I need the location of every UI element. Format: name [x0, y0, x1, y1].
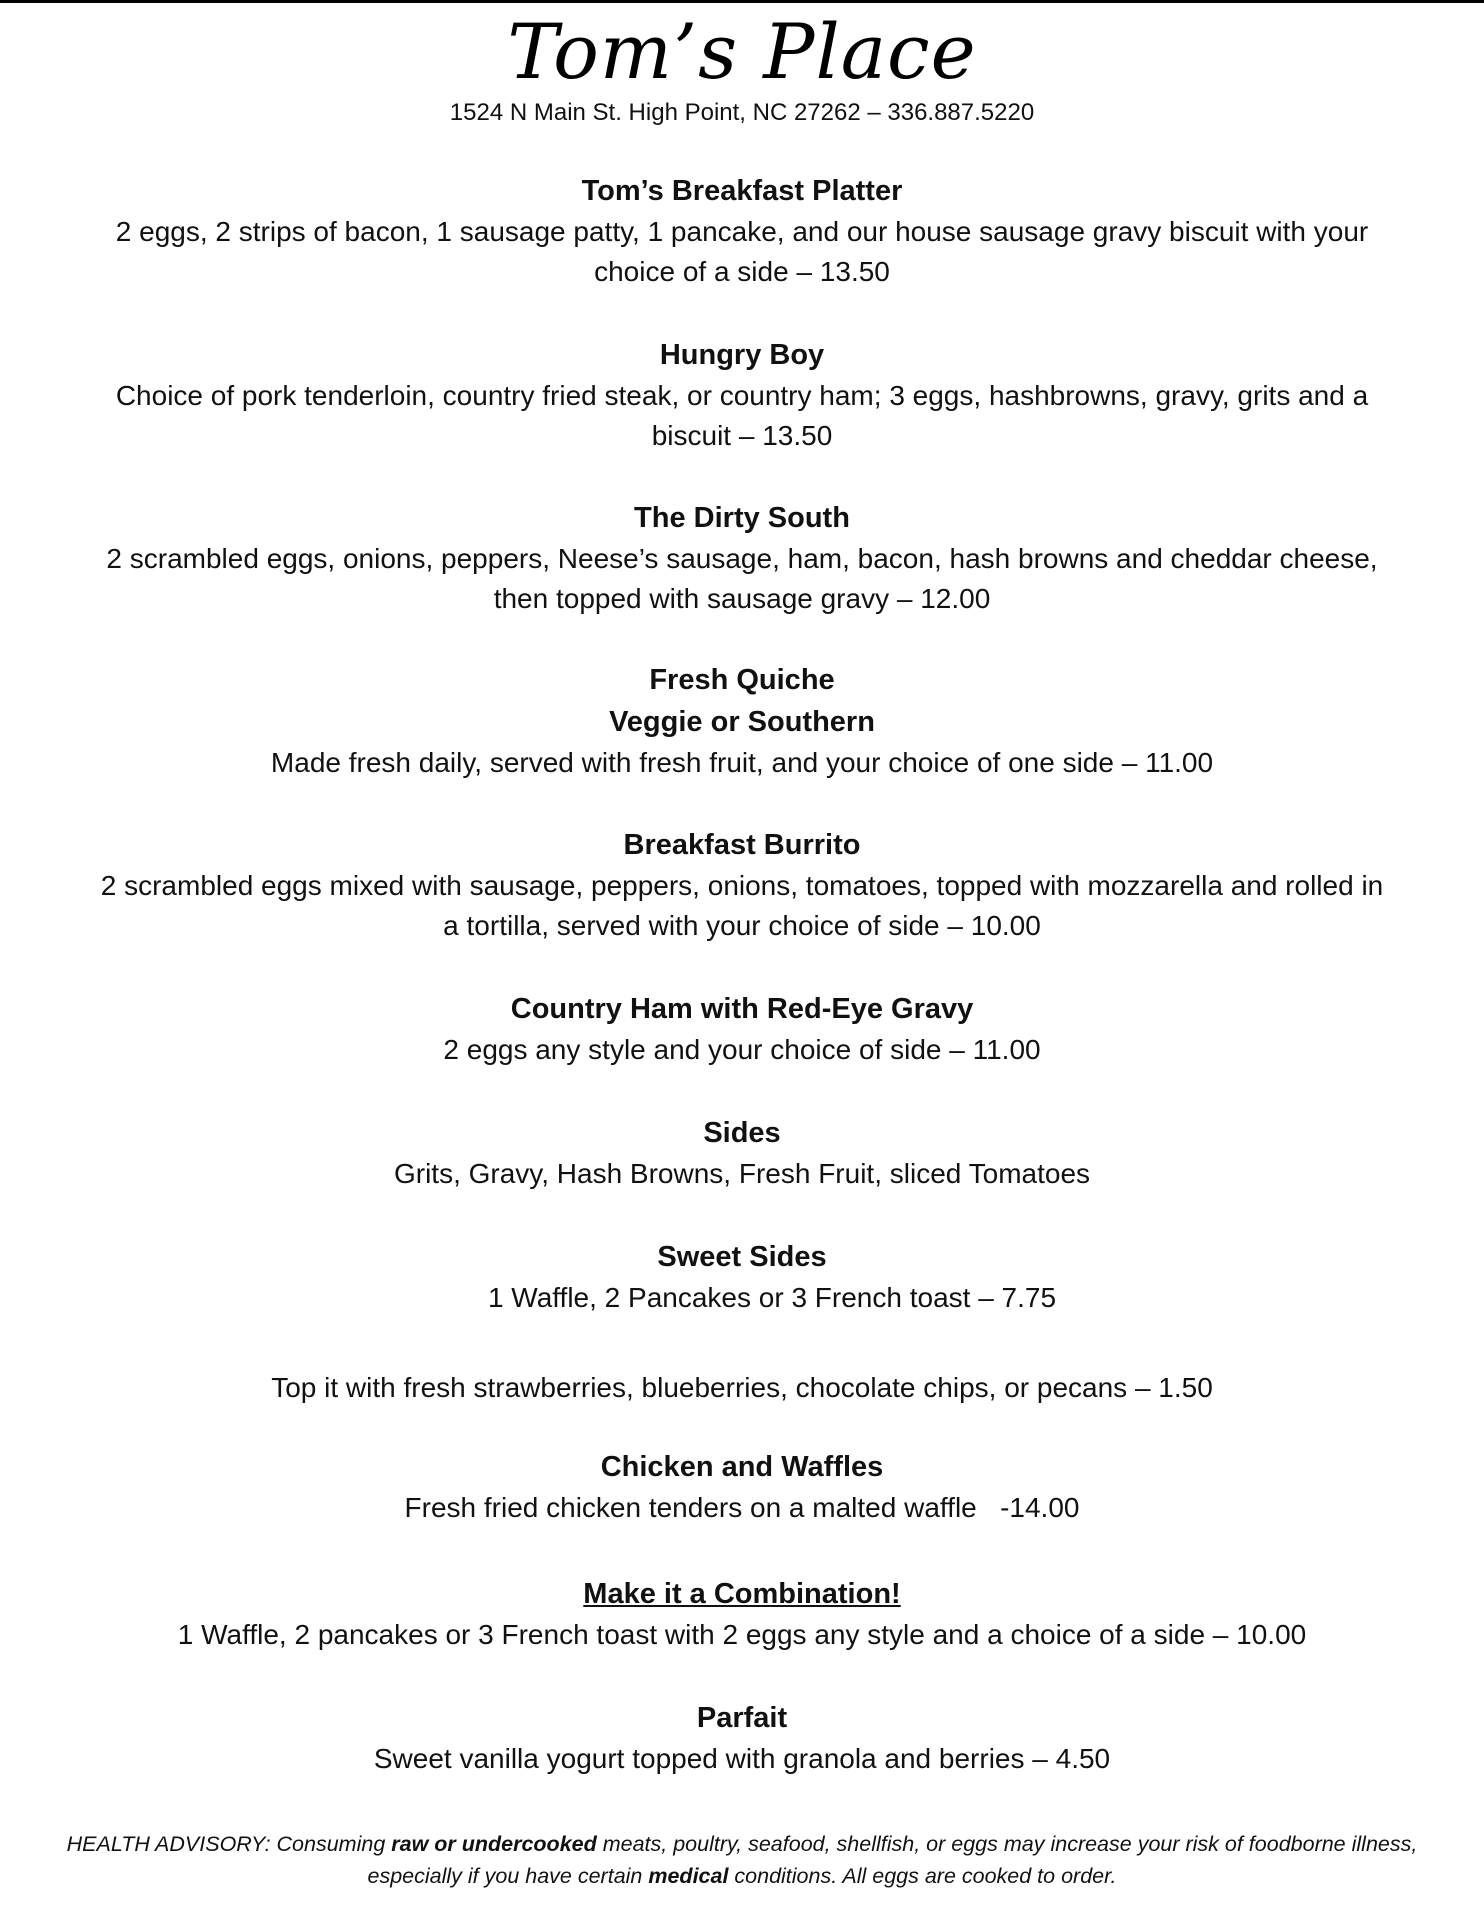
item-description: 2 scrambled eggs, onions, peppers, Neese’s sausage, ham, bacon, hash browns and cheddar cheese, then topped with sausage gravy – 12.00: [106, 543, 1378, 614]
restaurant-title: Tom’s Place: [507, 7, 977, 96]
sweet-sides-topping: [90, 1368, 1394, 1408]
item-name: Parfait: [696, 1702, 788, 1734]
item-description: 1 Waffle, 2 Pancakes or 3 French toast – 7.75: [487, 1282, 1057, 1313]
item-description: Choice of pork tenderloin, country fried steak, or country ham; 3 eggs, hashbrowns, gravy, grits and a biscuit – 13.50: [115, 380, 1369, 451]
menu-item-parfait: [90, 1697, 1394, 1779]
menu-item-hungry-boy: [90, 334, 1394, 456]
item-name: Sweet Sides: [657, 1241, 827, 1273]
item-name: Sides: [703, 1117, 781, 1149]
topping-description: Top it with fresh strawberries, blueberries, chocolate chips, or pecans – 1.50: [271, 1372, 1213, 1403]
menu-item-breakfast-burrito: [90, 824, 1394, 946]
advisory-text: meats, poultry, seafood, shellfish, or eggs may increase your risk of foodborne illness, especially if you have certain: [367, 1832, 1418, 1888]
item-subtitle: Veggie or Southern: [609, 706, 875, 738]
menu-item-chicken-waffles: [90, 1446, 1394, 1528]
top-border-rule: [0, 0, 1484, 3]
advisory-emphasis: medical: [648, 1864, 729, 1888]
menu-item-breakfast-platter: [90, 170, 1394, 292]
health-advisory: [30, 1828, 1454, 1892]
item-name: Tom’s Breakfast Platter: [581, 175, 903, 207]
item-name: Make it a Combination!: [583, 1578, 901, 1610]
item-description: Grits, Gravy, Hash Browns, Fresh Fruit, sliced Tomatoes: [393, 1158, 1091, 1189]
item-description: Made fresh daily, served with fresh fruit, and your choice of one side – 11.00: [270, 747, 1214, 778]
menu-item-combination: [90, 1573, 1394, 1655]
item-name: Fresh Quiche: [649, 664, 835, 696]
item-name: Chicken and Waffles: [600, 1451, 884, 1483]
advisory-text: conditions. All eggs are cooked to order.: [728, 1864, 1117, 1888]
item-name: Country Ham with Red-Eye Gravy: [510, 993, 974, 1025]
menu-item-country-ham: [90, 988, 1394, 1070]
item-description: 2 eggs any style and your choice of side – 11.00: [443, 1034, 1041, 1065]
item-description: Fresh fried chicken tenders on a malted waffle -14.00: [404, 1492, 1080, 1523]
item-description: 2 scrambled eggs mixed with sausage, peppers, onions, tomatoes, topped with mozzarella and rolled in a tortilla, served with your choice of side – 10.00: [100, 870, 1384, 941]
item-description: Sweet vanilla yogurt topped with granola and berries – 4.50: [373, 1743, 1111, 1774]
item-name: Hungry Boy: [659, 339, 825, 371]
item-name: The Dirty South: [634, 502, 850, 534]
item-description: 1 Waffle, 2 pancakes or 3 French toast with 2 eggs any style and a choice of a side – 10.00: [177, 1619, 1307, 1650]
item-name: Breakfast Burrito: [623, 829, 861, 861]
menu-item-dirty-south: [90, 497, 1394, 619]
menu-item-fresh-quiche: [90, 659, 1394, 783]
advisory-emphasis: raw or undercooked: [391, 1832, 597, 1856]
item-description: 2 eggs, 2 strips of bacon, 1 sausage patty, 1 pancake, and our house sausage gravy biscuit with your choice of a side – 13.50: [115, 216, 1369, 287]
menu-item-sweet-sides: [90, 1236, 1394, 1318]
restaurant-address: 1524 N Main St. High Point, NC 27262 – 336.887.5220: [449, 99, 1035, 126]
menu-item-sides: [90, 1112, 1394, 1194]
advisory-text: HEALTH ADVISORY: Consuming: [66, 1832, 392, 1856]
